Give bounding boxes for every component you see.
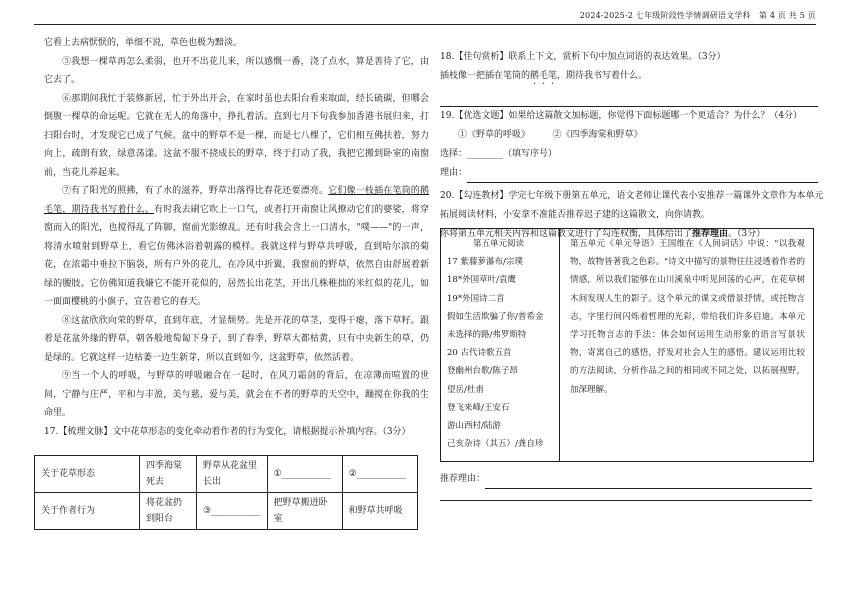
table-cell: 把野草搬进卧室 (267, 493, 342, 530)
question-17: 17.【梳理文脉】文中花草形态的变化牵动着作者的行为变化，请根据提示补填内容。（3分） (44, 426, 411, 437)
sentence-text: ，期待我书写着什么。 (557, 71, 648, 81)
list-item: 假如生活欺骗了你/普希金 (447, 311, 544, 322)
list-item: 19*外国诗二首 (447, 293, 505, 304)
paragraph (44, 182, 429, 312)
question-19-options: ①《野草的呼吸》 ②《四季海棠和野草》 (458, 130, 643, 140)
table-cell: 四季海棠死去 (140, 456, 197, 493)
table-cell: 和野草共呼吸 (342, 493, 417, 530)
paragraph: ⑤我想一棵草再怎么柔弱，也开不出花儿来，所以感慨一番，浇了点水，算是善待了它，由它去了。 (44, 56, 429, 85)
instruction-text: 你将第五单元相关内容和这篇散文进行了勾连权衡，具体给出了 (440, 229, 693, 239)
question-20-line2: 拓展阅读材料，小安拿不准能否推荐迟子建的这篇散文，向你请教。 (440, 210, 711, 220)
list-item: 己亥杂诗（其五）/龚自珍 (447, 439, 544, 450)
question-18-sentence (440, 67, 818, 87)
list-item: 望岳/杜甫 (447, 384, 484, 395)
answer-blank-2[interactable]: ②___________ (342, 456, 417, 493)
answer-line[interactable] (440, 87, 818, 107)
list-item: 17 紫藤萝瀑布/宗璞 (447, 257, 523, 268)
underlined-sentence: 它们像一枝插在笔筒的鹅毛笔，期待我书写着什么。 (44, 186, 429, 215)
list-item: 游山西村/陆游 (447, 421, 501, 432)
question-18: 18.【佳句赏析】联系上下文，赏析下句中加点词语的表达效果。（3分） (440, 52, 726, 62)
paragraph: ⑧这盆欣欣向荣的野草，直到年底，才显颓势。先是开花的草茎，变得干瘪，落下草籽。跟着是花盆外缘的野草，朝各般地萄匐下身子，到了春季，野草大都枯黄，只有中央新生的草，仍是绿的。它就这样一边枯萎一边生新芽，所以直到如今，这盆野草，依然活着。 (44, 315, 429, 363)
right-column (440, 48, 824, 244)
header-rule (34, 24, 816, 25)
dotted-words: 鹅毛笔 (530, 71, 558, 81)
paragraph-text: 有时我去刷它吹上一口气，或者打开南窗让风撩动它们的婆娑，将穿窗而入的阳光，也搅得乱了阵脚，窗前光影缭乱。还有时我会含上一口清水，"噗——"的一声，将清水喷射到野草上，看它仿佛沐浴着朝露的模样。我就这样与野草共呼吸，直到哈尔滨的菊花，在浓霜中垂拉下脑袋，所有户外的花儿，在冷风中折翼，我窗前的野草，依然自由舒展着新绿的腰肢。它仿佛知道我嫌它不能开花似的，居然长出花茎，开出几株稚拙的米红似的花儿，如一面面樱桃的小旗子，宣告着它的春天。 (44, 204, 429, 307)
answer-line[interactable] (485, 470, 812, 489)
question-20-line1: 20.【勾连教材】学完七年级下册第五单元，语文老师让课代表小安推荐一篇课外文章作为本单元 (440, 191, 824, 201)
unit-caption: 第五单元阅读 (473, 239, 525, 249)
recommend-reason[interactable] (440, 470, 812, 489)
sentence-text: 插枝像一把插在笔筒的 (440, 71, 531, 81)
table-cell: 关于花草形态 (35, 456, 140, 493)
question-17-table (34, 455, 418, 530)
unit-five-box (440, 228, 814, 462)
list-item: 登飞来峰/王安石 (447, 402, 510, 413)
bold-label: 推荐理由 (692, 229, 729, 239)
answer-line[interactable] (440, 500, 812, 501)
table-cell: 关于作者行为 (35, 493, 140, 530)
table-row (35, 493, 418, 530)
answer-blank-3[interactable]: ③___________ (197, 493, 268, 530)
list-item: 18*外国草叶/袁鹰 (447, 275, 516, 286)
table-cell: 将花盆扔到阳台 (140, 493, 197, 530)
instruction-text: 。（3分） (728, 229, 766, 239)
question-19: 19.【优选文题】如果给这篇散文加标题，你觉得下面标题哪一个更适合？为什么？（4分） (440, 111, 803, 121)
paragraph: ⑨当一个人的呼吸，与野草的呼吸融合在一起时，在风刀霜剑的背后，在凉薄而喧置的世间，宁静与庄严，平和与丰盈，美与慈，爱与美，就会在不者的野草的天空中，蹦搅在你我的生命里。 (44, 371, 429, 418)
answer-blank-1[interactable]: ①___________ (267, 456, 342, 493)
unit-contents (441, 229, 560, 461)
list-item: 未选择的路/弗罗斯特 (447, 330, 527, 341)
page-header: 2024-2025-2 七年级阶段性学情调研语文学科 第 4 页 共 5 页 (579, 11, 816, 20)
list-item: 20 古代诗歌五首 (447, 348, 512, 359)
table-row (35, 456, 418, 493)
answer-line[interactable] (467, 164, 818, 183)
unit-intro-text: 第五单元《单元导语》王国维在《人间词话》中说："以我观物，故物皆著我之色彩。"诗文中描写的景物往往浸透着作者的情感，所以我们能够在山川溪泉中听见回荡的心声，在花草树木间发现人生的影子。这个单元的课文或借景抒情，或托物言志，字里行间闪烁着哲理的光彩，带给我们许多启迪。本单元学习托物言志的手法：体会如何运用生动形象的语言写景状物，寄寓自己的感悟，抒发对社会人生的感悟。建议运用比较的方法阅读，分析作品之间的相同或不同之处，以拓展视野，加深理解。 (570, 239, 805, 395)
question-19-reason[interactable] (440, 164, 818, 183)
paragraph-text: ⑦有了阳光的照拂，有了水的滋养，野草出落得比春花还要漂亮。 (62, 186, 329, 196)
paragraph: 它看上去病恹恹的，单细不说，草色也极为黯淡。 (44, 38, 243, 48)
question-19-choose[interactable]: 选择：________（填写序号） (440, 149, 558, 159)
list-item: 登幽州台歌/陈子昂 (447, 366, 518, 377)
reason-label: 理由： (440, 168, 468, 178)
paragraph: ⑥那期间我忙于装修新居，忙于外出开会，在家时虽也去阳台看来取面，经长硫碳，但哪会倒腹一棵草的命运呢。它就在无人的角落中，挣扎着活。直到七月下旬我参加香港书展归来，打扫阳台时，才发现它已成了气候。盆中的野草不是一棵，而是七八棵了，它们相互佛扶着，努力向上，疏朗有致，绿意荡漾。这盆不服不挠成长的野草，终于打动了我，我把它搬到卧室的南窗前，当花儿养起来。 (44, 93, 429, 178)
left-column (44, 34, 429, 441)
table-cell: 野草从花盆里长出 (197, 456, 268, 493)
recommend-label: 推荐理由： (440, 474, 486, 484)
